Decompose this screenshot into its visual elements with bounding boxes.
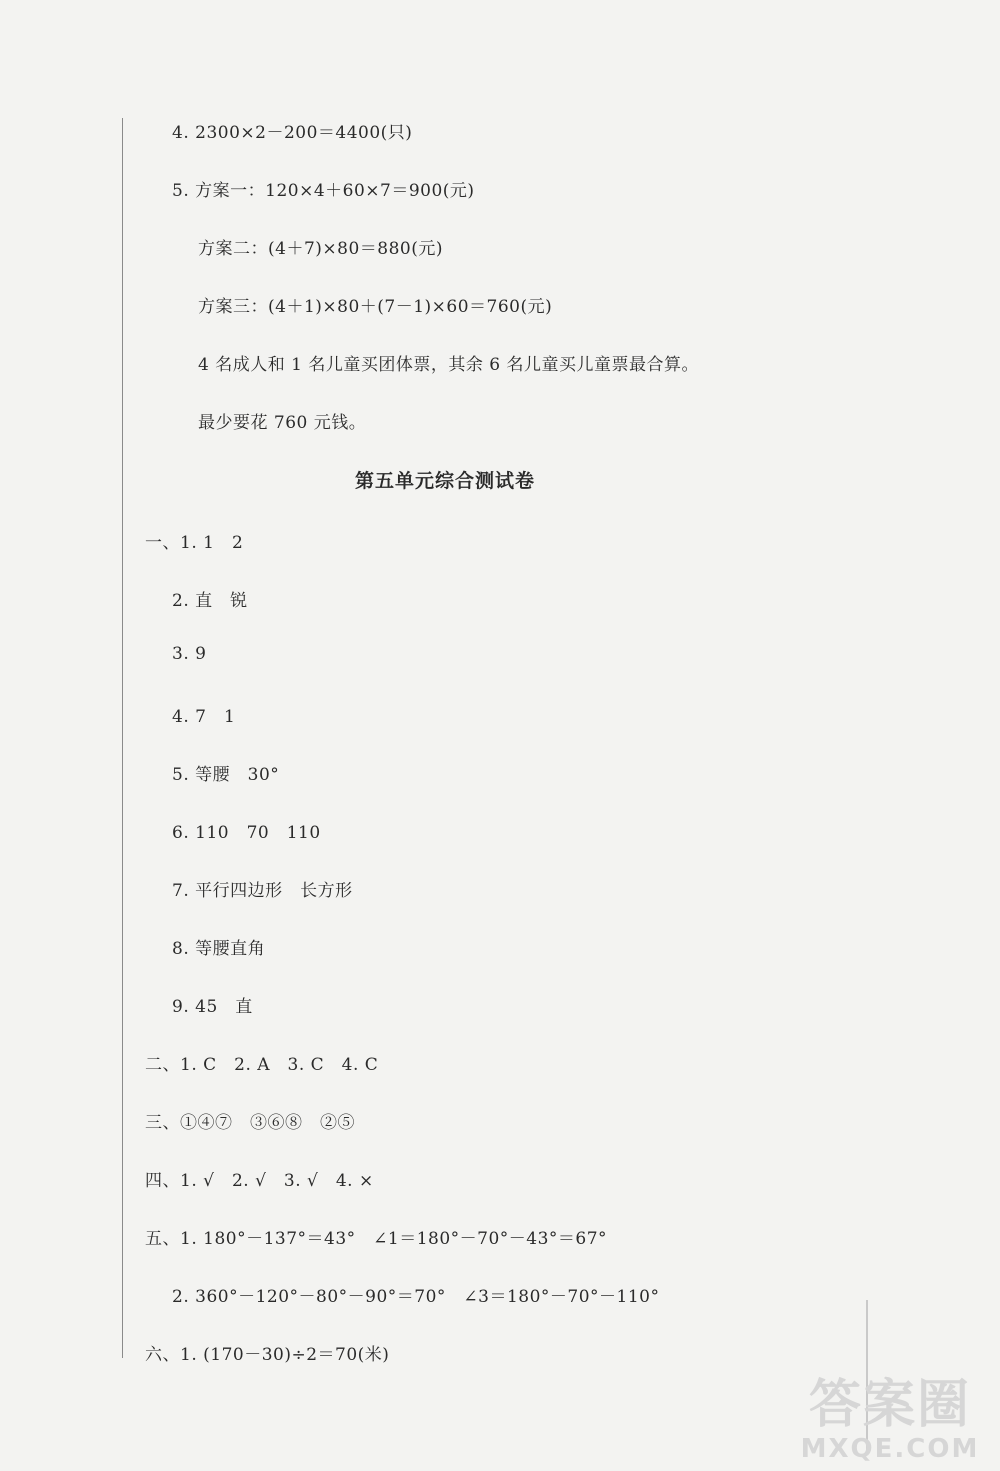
answer-line: 4 名成人和 1 名儿童买团体票，其余 6 名儿童买儿童票最合算。 (198, 355, 699, 375)
answer-line: 一、1. 1 2 (145, 533, 244, 553)
answer-line: 6. 110 70 110 (172, 823, 321, 843)
answer-line: 二、1. C 2. A 3. C 4. C (145, 1055, 379, 1075)
answer-line: 9. 45 直 (172, 997, 253, 1017)
site-watermark (790, 1375, 990, 1463)
watermark-logo-text: 答案圈 (808, 1375, 971, 1435)
answer-line: 4. 7 1 (172, 707, 236, 727)
answer-line: 2. 直 锐 (172, 591, 248, 611)
answer-line: 三、①④⑦ ③⑥⑧ ②⑤ (145, 1113, 355, 1133)
answer-line: 8. 等腰直角 (172, 939, 266, 959)
watermark-url: MXQE.COM (800, 1434, 980, 1464)
answer-line: 方案三：(4＋1)×80＋(7－1)×60＝760(元) (198, 297, 553, 317)
answer-line: 5. 方案一：120×4＋60×7＝900(元) (172, 181, 475, 201)
answer-line: 2. 360°－120°－80°－90°＝70° ∠3＝180°－70°－110° (172, 1287, 660, 1307)
answer-line: 四、1. √ 2. √ 3. √ 4. × (145, 1171, 374, 1191)
answer-line: 方案二：(4＋7)×80＝880(元) (198, 239, 443, 259)
answer-line: 五、1. 180°－137°＝43° ∠1＝180°－70°－43°＝67° (145, 1229, 608, 1249)
answer-line: 4. 2300×2－200＝4400(只) (172, 123, 413, 143)
left-margin-rule (122, 118, 123, 1358)
section-title: 第五单元综合测试卷 (354, 470, 535, 492)
answer-line: 3. 9 (172, 644, 207, 664)
answer-line: 最少要花 760 元钱。 (198, 413, 367, 433)
answer-line: 六、1. (170－30)÷2＝70(米) (145, 1345, 390, 1365)
answer-line: 7. 平行四边形 长方形 (172, 881, 353, 901)
answer-line: 5. 等腰 30° (172, 765, 280, 785)
